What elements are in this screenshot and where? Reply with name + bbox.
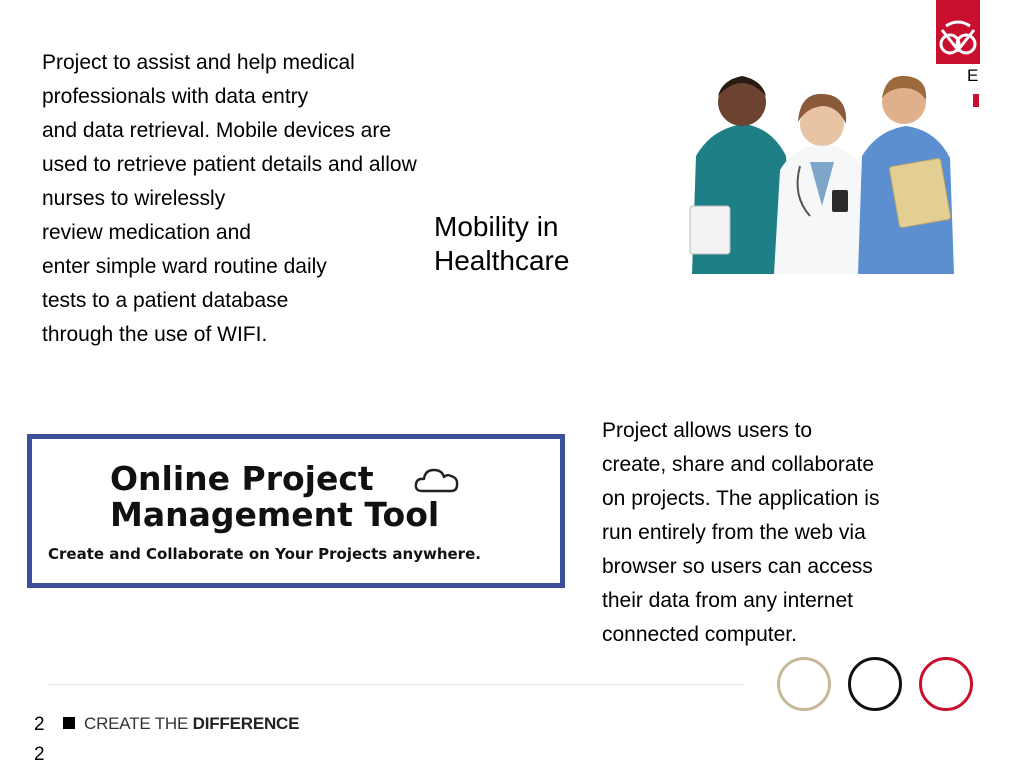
medical-project-description: Project to assist and help medical professionals with data entry and data retrieval. Mobile devices are used to retrieve patient details and allow nurses to wirelessly review medication and enter simple ward routine daily tests to a patient database through the use of WIFI. [42,51,417,346]
footer-square-icon [63,717,75,729]
banner-subtitle: Create and Collaborate on Your Projects anywhere. [48,545,481,563]
cloud-icon [414,465,460,493]
mobility-healthcare-title: Mobility in Healthcare [434,211,570,276]
banner-title: Online Project Management Tool [110,459,440,534]
tagline-prefix: CREATE THE [84,714,193,733]
logo-emblem-icon [936,0,980,64]
university-logo [936,0,980,64]
project-management-description: Project allows users to create, share and collaborate on projects. The application is run entirely from the web via browser so users can access their data from any internet connected computer. [602,419,880,646]
footer-tagline [84,714,299,734]
page-number-second-line: 2 [34,744,45,765]
footer-divider [48,684,744,685]
tagline-emphasis: DIFFERENCE [192,714,300,733]
medical-staff-photo [682,66,957,274]
page-number: 2 [34,714,45,735]
logo-accent-bar [973,94,979,107]
project-management-banner [27,434,565,588]
logo-letter: E [967,66,979,85]
decorative-circle-red [919,657,973,711]
decorative-circle-gold [777,657,831,711]
decorative-circle-black [848,657,902,711]
